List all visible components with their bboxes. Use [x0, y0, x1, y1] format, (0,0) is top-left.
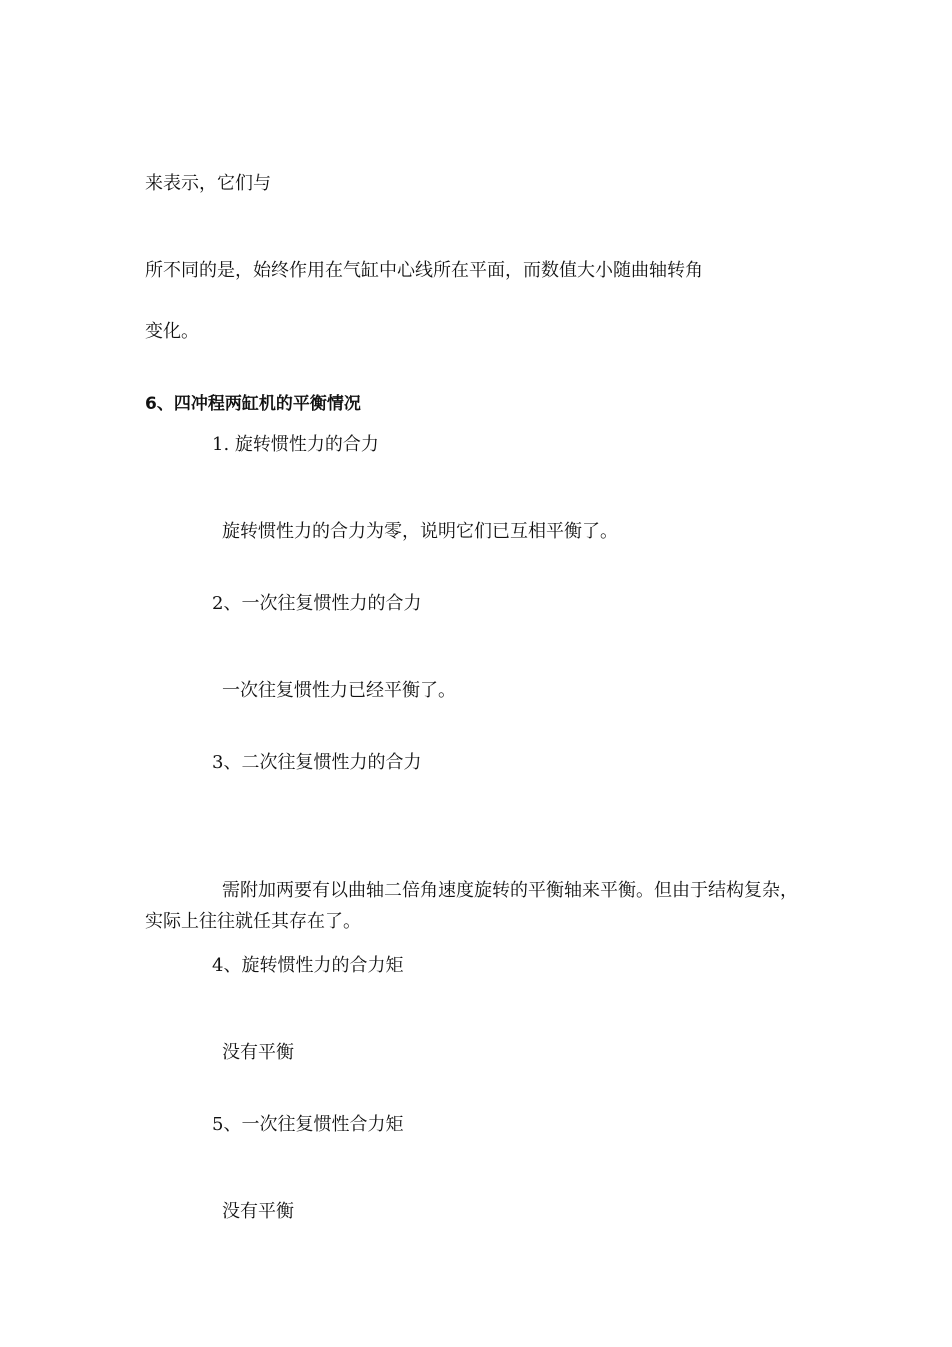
- item-1-title: 1. 旋转惯性力的合力: [212, 434, 379, 455]
- item-2-title: 2、一次往复惯性力的合力: [212, 593, 422, 614]
- item-4-text: 没有平衡: [222, 1042, 294, 1063]
- text-line-intro: 来表示，它们与: [145, 173, 271, 194]
- item-2-text: 一次往复惯性力已经平衡了。: [222, 680, 456, 701]
- item-5-text: 没有平衡: [222, 1201, 294, 1222]
- item-5-title: 5、一次往复惯性合力矩: [212, 1114, 404, 1135]
- text-line-change: 变化。: [145, 321, 199, 342]
- item-3-paragraph: [145, 875, 815, 937]
- item-3-title: 3、二次往复惯性力的合力: [212, 752, 422, 773]
- item-3-text: 需附加两要有以曲轴二倍角速度旋转的平衡轴来平衡。但由于结构复杂，实际上往往就任其存在了。: [145, 880, 798, 932]
- section-heading: 6、四冲程两缸机的平衡情况: [145, 394, 361, 414]
- text-line-description: 所不同的是，始终作用在气缸中心线所在平面，而数值大小随曲轴转角: [145, 260, 703, 281]
- item-1-text: 旋转惯性力的合力为零，说明它们已互相平衡了。: [222, 521, 618, 542]
- item-4-title: 4、旋转惯性力的合力矩: [212, 955, 404, 976]
